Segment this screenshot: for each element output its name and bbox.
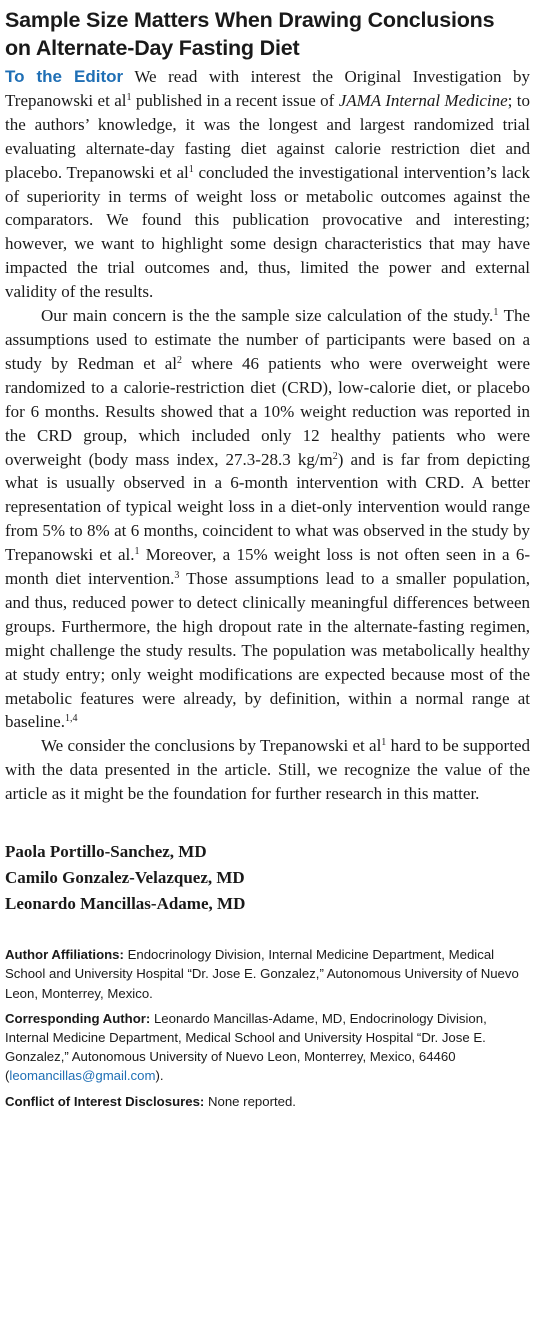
reference-marker: 1 bbox=[188, 163, 194, 175]
p2-text-e: Moreover, a 15% weight loss is not often seen in a 6-month diet intervention. bbox=[5, 545, 530, 589]
p3-text-b: hard to be supported with the data presented in the article. Still, we recognize the value of the article as it might be the foundation for further research in this matter. bbox=[5, 736, 530, 804]
author-affiliations bbox=[5, 945, 530, 1003]
author-name: Leonardo Mancillas-Adame, MD bbox=[5, 894, 246, 914]
p2-text-b: The assumptions used to estimate the number of participants were based on a study by Redman et al bbox=[5, 306, 530, 373]
p2-text-d: ) and is far from depicting what is usually observed in a 6-month intervention with CRD. A better representation of typical weight loss in a diet-only intervention would range from 5% to 8% at 6 months, coincident to what was observed in the study by Trepanowski et al. bbox=[5, 449, 531, 565]
p3-text-a: We consider the conclusions by Trepanowski et al bbox=[41, 736, 382, 756]
paragraph-1 bbox=[5, 65, 530, 304]
reference-marker: 1,4 bbox=[64, 713, 78, 725]
reference-marker: 1 bbox=[134, 546, 140, 558]
journal-name: JAMA Internal Medicine bbox=[338, 90, 508, 110]
p1-text-d: concluded the investigational intervention’s lack of superiority in terms of weight loss or metabolic outcomes against the comparators. We found this publication provocative and interesting; however, we want to highlight some design characteristics that may have impacted the trial outcomes and, thus, limited the power and external validity of the results. bbox=[5, 162, 530, 302]
conflict-label: Conflict of Interest Disclosures: bbox=[5, 1093, 205, 1109]
corresponding-text: Leonardo Mancillas-Adame, MD, Endocrinology Division, Internal Medicine Department, Medical School and University Hospital “Dr. Jose E. Gonzalez,” Autonomous University of Nuevo Leon, Monterrey, Mexico, 64460 ( bbox=[5, 1010, 487, 1084]
letter-page bbox=[5, 6, 530, 1117]
reference-marker: 1 bbox=[493, 307, 499, 319]
article-title bbox=[5, 6, 530, 62]
paragraph-3 bbox=[5, 734, 530, 806]
corresponding-end: ). bbox=[155, 1068, 164, 1084]
author-name: Camilo Gonzalez-Velazquez, MD bbox=[5, 868, 245, 888]
title-line-1: Sample Size Matters When Drawing Conclusions bbox=[5, 8, 495, 32]
reference-marker: 2 bbox=[177, 354, 183, 366]
corresponding-label: Corresponding Author: bbox=[5, 1010, 151, 1026]
article-notes bbox=[5, 945, 530, 1111]
p1-text-c: ; to the authors’ knowledge, it was the longest and largest randomized trial evaluating alternate-day fasting diet against calorie restriction diet and placebo. Trepanowski et al bbox=[5, 90, 531, 182]
author-list bbox=[5, 839, 530, 917]
title-line-2: on Alternate-Day Fasting Diet bbox=[5, 36, 300, 60]
p2-text-f: Those assumptions lead to a smaller population, and thus, reduced power to detect clinically meaningful differences between groups. Furthermore, the high dropout rate in the alternate-fasting regimen, might challenge the study results. The population was metabolically healthy at study entry; only weight modifications are expected because most of the metabolic features were already, by definition, within a normal range at baseline. bbox=[5, 569, 530, 732]
p2-text-c: where 46 patients who were overweight were randomized to a calorie-restriction diet (CRD), low-calorie diet, or placebo for 6 months. Results showed that a 10% weight reduction was reported in the CRD group, which included only 12 healthy patients who were overweight (body mass index, 27.3-28.3 kg/m bbox=[5, 353, 530, 469]
p1-text-b: published in a recent issue of bbox=[131, 90, 339, 110]
reference-marker: 1 bbox=[381, 737, 387, 749]
affiliations-text: Endocrinology Division, Internal Medicine Department, Medical School and University Hospital “Dr. Jose E. Gonzalez,” Autonomous University of Nuevo Leon, Monterrey, Mexico. bbox=[5, 947, 519, 1001]
email-link[interactable]: leomancillas@gmail.com bbox=[9, 1068, 156, 1084]
corresponding-author bbox=[5, 1009, 530, 1086]
paragraph-2 bbox=[5, 304, 530, 734]
superscript-2: 2 bbox=[332, 450, 338, 462]
reference-marker: 3 bbox=[174, 570, 180, 582]
p2-text-a: Our main concern is the the sample size calculation of the study. bbox=[41, 306, 494, 326]
p1-text-a: We read with interest the Original Investigation by Trepanowski et al bbox=[5, 67, 530, 110]
letter-body bbox=[5, 65, 530, 806]
conflict-disclosures bbox=[5, 1092, 530, 1111]
reference-marker: 1 bbox=[126, 91, 132, 103]
to-the-editor-label: To the Editor bbox=[5, 67, 124, 86]
conflict-text: None reported. bbox=[204, 1093, 296, 1109]
affiliations-label: Author Affiliations: bbox=[5, 947, 124, 963]
author-name: Paola Portillo-Sanchez, MD bbox=[5, 842, 207, 862]
